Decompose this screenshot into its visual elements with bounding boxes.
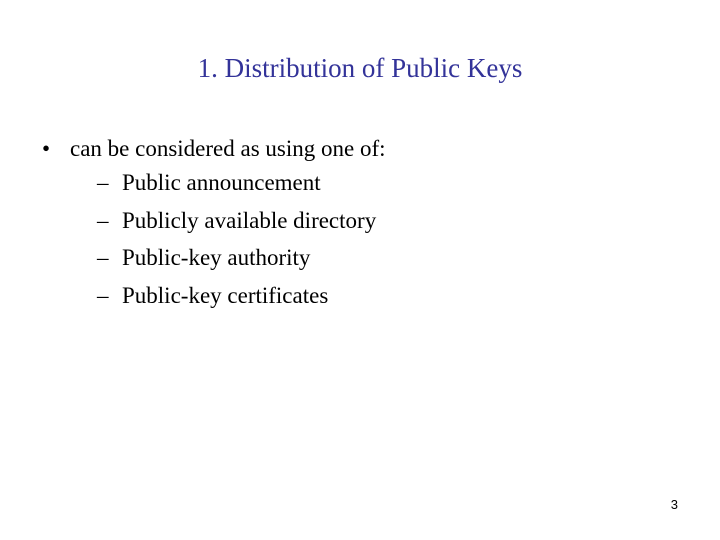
sub-bullet-list <box>42 164 682 314</box>
slide-body <box>42 134 682 314</box>
sub-bullet-text: Public-key authority <box>122 245 311 270</box>
dash-icon: – <box>97 282 109 308</box>
dash-icon: – <box>97 170 109 195</box>
sub-bullet-text: Public-key certificates <box>122 282 329 308</box>
dash-icon: – <box>97 207 109 233</box>
sub-bullet-item <box>42 164 682 202</box>
page-number: 3 <box>670 497 678 512</box>
sub-bullet-item <box>42 202 682 240</box>
bullet-item <box>42 134 682 164</box>
sub-bullet-item <box>42 277 682 315</box>
sub-bullet-text: Public announcement <box>122 170 321 195</box>
sub-bullet-item <box>42 239 682 277</box>
dash-icon: – <box>97 245 109 270</box>
bullet-text: can be considered as using one of: <box>70 136 386 161</box>
sub-bullet-text: Publicly available directory <box>122 207 377 233</box>
slide-title: 1. Distribution of Public Keys <box>197 53 523 83</box>
bullet-icon: • <box>42 136 51 161</box>
